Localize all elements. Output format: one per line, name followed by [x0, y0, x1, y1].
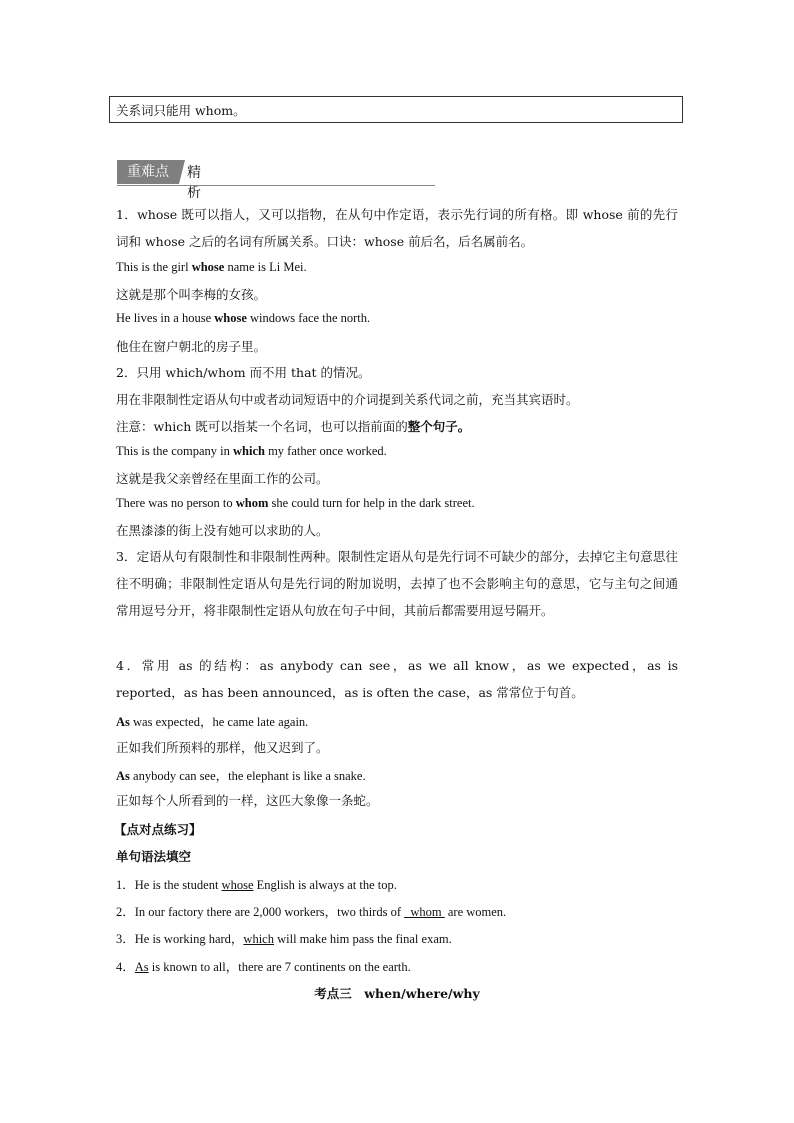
practice-subheading: 单句语法填空 [116, 849, 192, 864]
practice-item-1: 1．He is the student whose English is always at the top. [116, 878, 397, 892]
example-3-zh: 这就是我父亲曾经在里面工作的公司。 [116, 471, 329, 486]
answer-blank: whom [404, 905, 445, 919]
example-1-zh: 这就是那个叫李梅的女孩。 [116, 287, 267, 302]
example-1-en: This is the girl whose name is Li Mei. [116, 260, 307, 274]
answer-blank: which [243, 932, 274, 946]
example-4-en: There was no person to whom she could turn for help in the dark street. [116, 496, 475, 510]
answer-blank: whose [221, 878, 254, 892]
note-box [109, 96, 683, 123]
example-2-zh: 他住在窗户朝北的房子里。 [116, 339, 267, 354]
section-tag-notch [179, 160, 185, 184]
section-underline [117, 185, 435, 186]
example-6-zh: 正如每个人所看到的一样，这匹大象像一条蛇。 [116, 793, 379, 808]
example-5-zh: 正如我们所预料的那样，他又迟到了。 [116, 740, 329, 755]
example-2-en: He lives in a house whose windows face the north. [116, 311, 371, 325]
practice-item-2: 2．In our factory there are 2,000 workers，two thirds of whom are women. [116, 905, 507, 919]
practice-item-4: 4．As is known to all，there are 7 continents on the earth. [116, 960, 411, 974]
point-2-body: 用在非限制性定语从句中或者动词短语中的介词提到关系代词之前，充当其宾语时。 [116, 392, 579, 407]
section-tag: 重难点 [117, 160, 179, 184]
section-title: 精析 [187, 165, 201, 201]
example-6-en: As anybody can see，the elephant is like a snake. [116, 769, 366, 783]
point-2-title: 2．只用 which/whom 而不用 that 的情况。 [116, 365, 371, 380]
next-section-title: 考点三 when/where/why [314, 986, 480, 1001]
example-5-en: As was expected，he came late again. [116, 715, 309, 729]
example-3-en: This is the company in which my father once worked. [116, 444, 387, 458]
point-1-text: 1．whose 既可以指人，又可以指物，在从句中作定语，表示先行词的所有格。即 whose 前的先行词和 whose 之后的名词有所属关系。口诀：whose 前后名，后名属前名。 [116, 207, 678, 249]
note-box-text: 关系词只能用 whom。 [116, 103, 246, 118]
example-4-zh: 在黑漆漆的街上没有她可以求助的人。 [116, 523, 329, 538]
answer-blank: As [134, 960, 149, 974]
practice-heading: 【点对点练习】 [114, 822, 202, 837]
practice-item-3: 3．He is working hard，which will make him pass the final exam. [116, 932, 452, 946]
point-2-note: 注意：which 既可以指某一个名词，也可以指前面的整个句子。 [116, 419, 471, 434]
point-3-text: 3．定语从句有限制性和非限制性两种。限制性定语从句是先行词不可缺少的部分，去掉它主句意思往往不明确；非限制性定语从句是先行词的附加说明，去掉了也不会影响主句的意思，它与主句之间通常用逗号分开，将非限制性定语从句放在句子中间，其前后都需要用逗号隔开。 [116, 549, 678, 618]
point-4-text: 4．常用 as 的结构：as anybody can see，as we all know，as we expected，as is reported，as has been announced，as is often the case，as 常常位于句首。 [116, 658, 678, 700]
